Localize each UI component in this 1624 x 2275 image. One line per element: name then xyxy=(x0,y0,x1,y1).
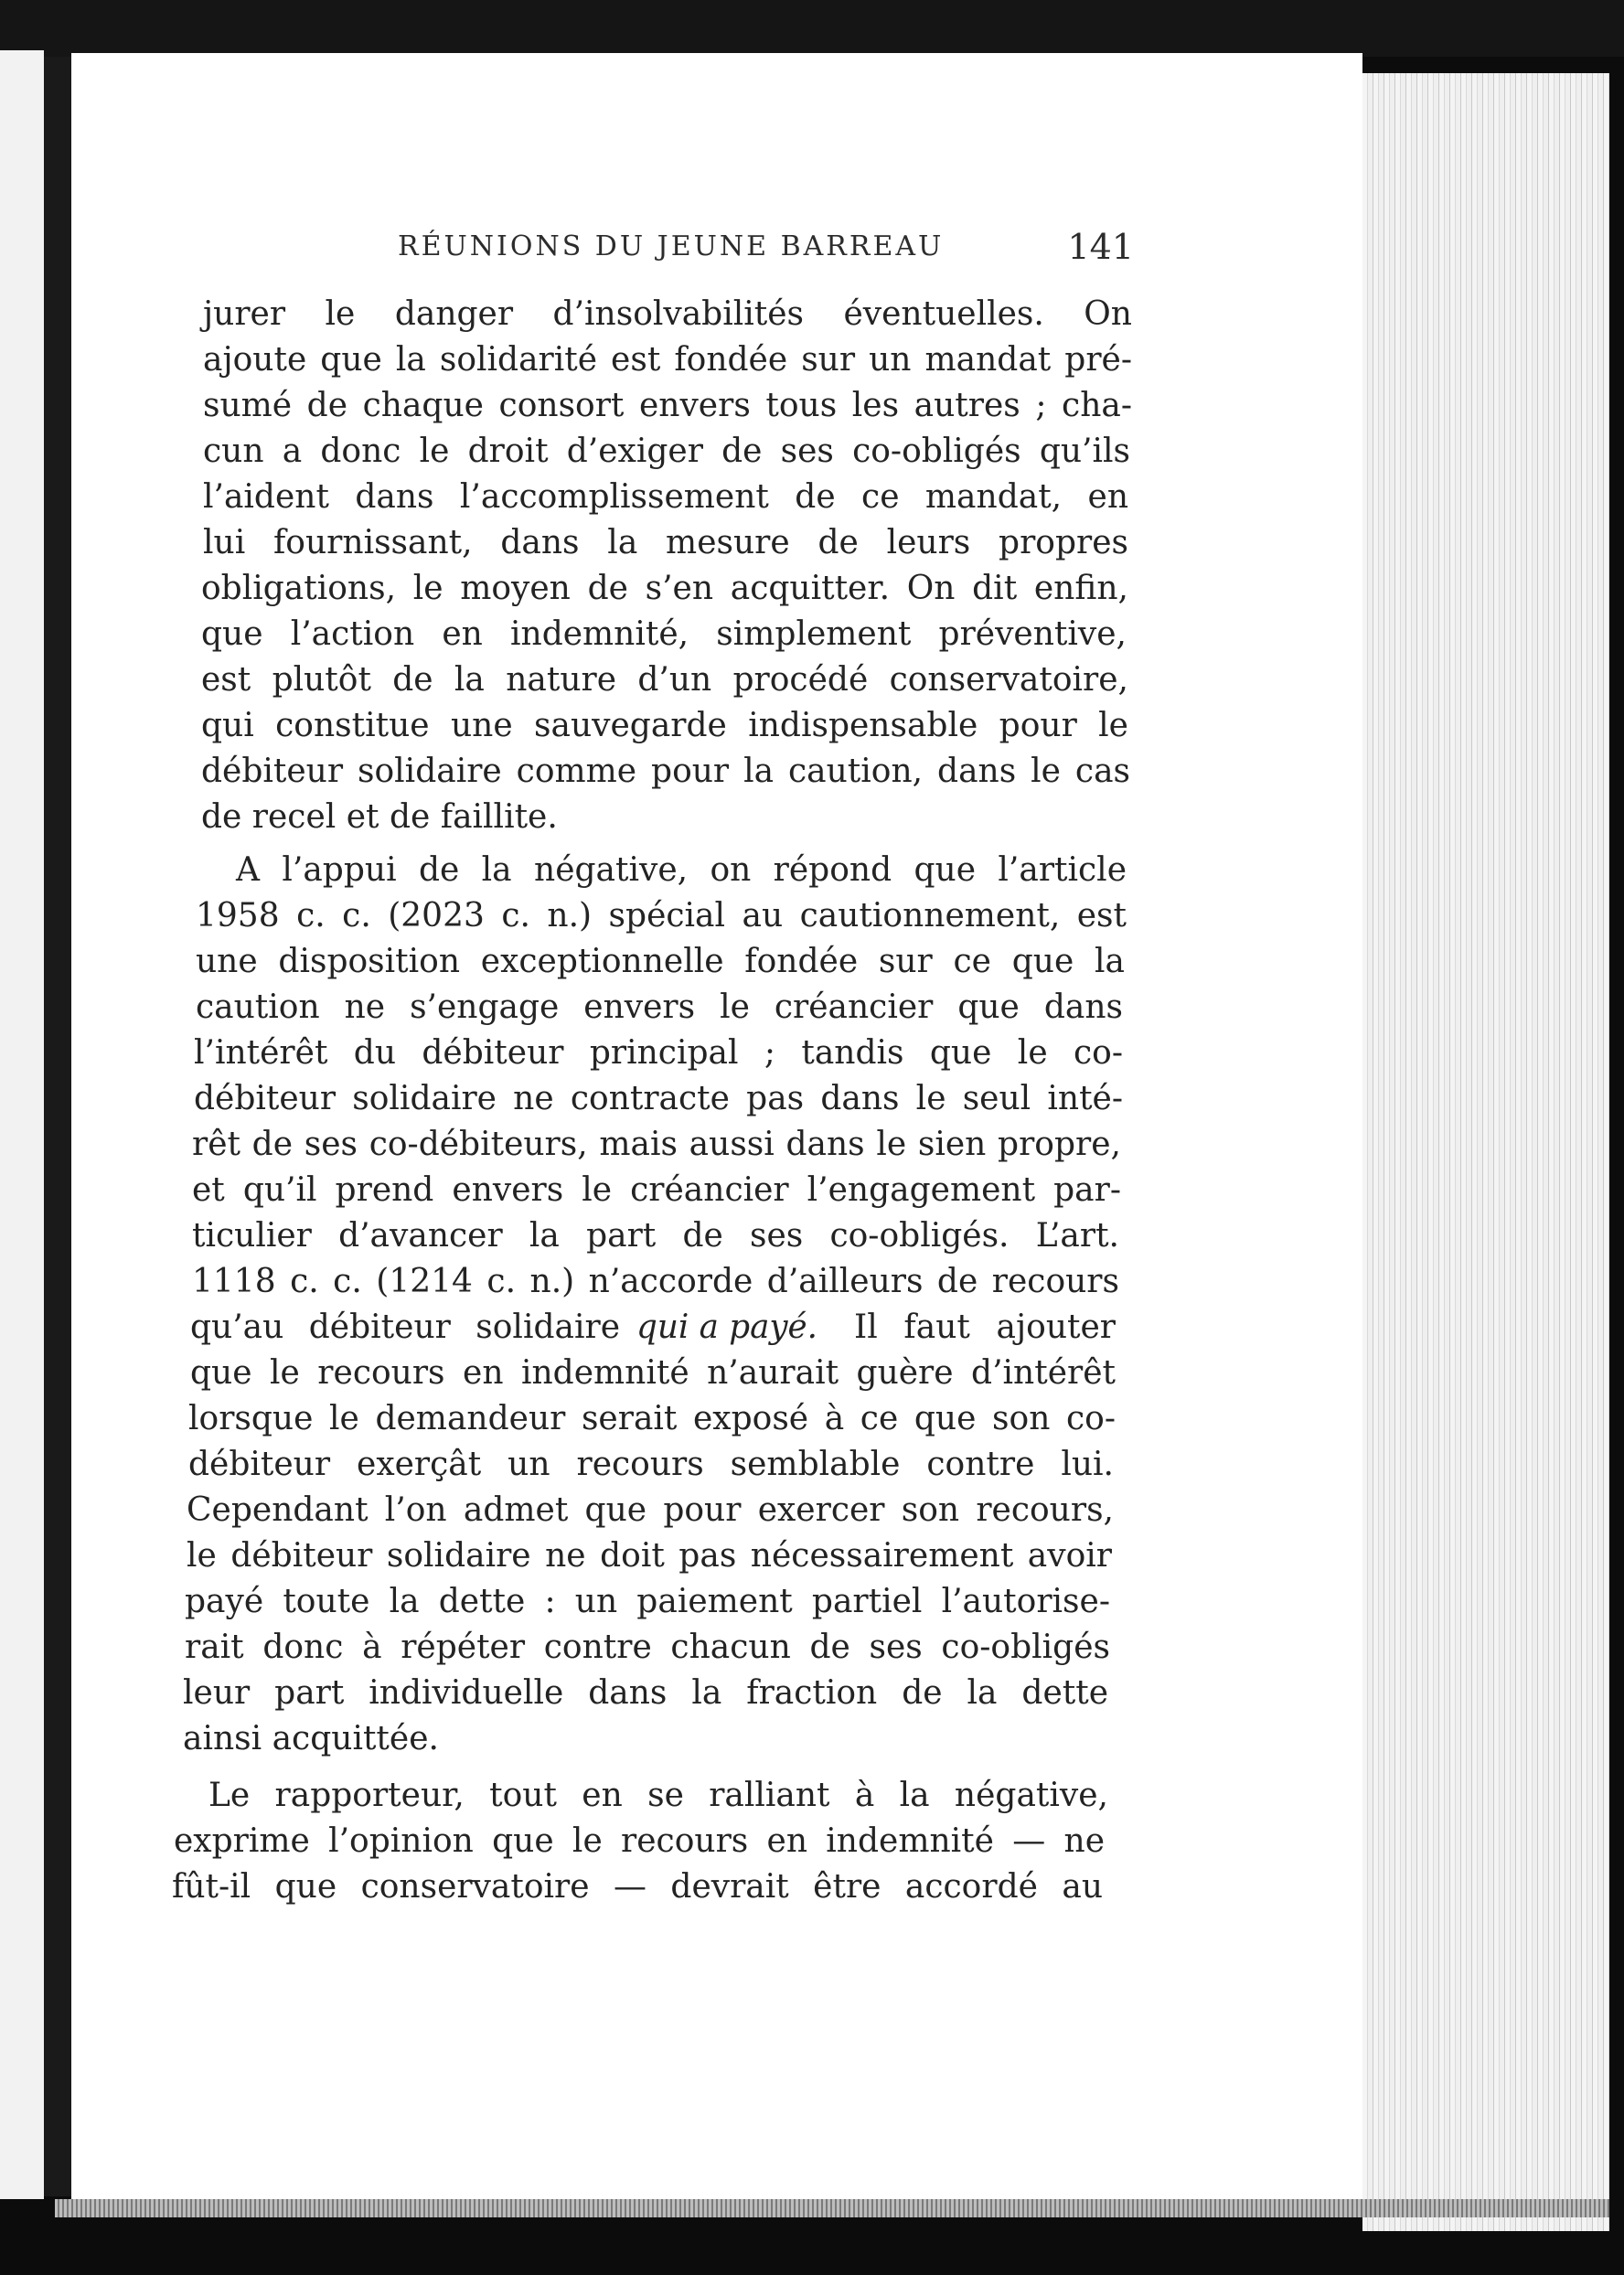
text-line: ajoute que la solidarité est fondée sur un mandat pré- xyxy=(203,341,1132,379)
text-line: rêt de ses co-débiteurs, mais aussi dans le sien propre, xyxy=(192,1126,1121,1163)
text-line: fût-il que conservatoire — devrait être accordé au xyxy=(172,1868,1103,1906)
text-line: que le recours en indemnité n’aurait guère d’intérêt xyxy=(190,1354,1116,1392)
text-line: débiteur exerçât un recours semblable contre lui. xyxy=(188,1446,1114,1483)
text-line: cun a donc le droit d’exiger de ses co-obligés qu’ils xyxy=(203,433,1130,470)
facing-page-edge xyxy=(0,50,44,2199)
text-line: jurer le danger d’insolvabilités éventuelles. On xyxy=(203,295,1132,333)
text-line: Le rapporteur, tout en se ralliant à la négative, xyxy=(208,1777,1108,1814)
text-line: l’aident dans l’accomplissement de ce mandat, en xyxy=(203,478,1128,516)
text-line: sumé de chaque consort envers tous les autres ; cha- xyxy=(203,387,1132,424)
text-line: Cependant l’on admet que pour exercer son recours, xyxy=(187,1491,1114,1529)
text-line: caution ne s’engage envers le créancier que dans xyxy=(196,988,1123,1026)
text-line: qu’au débiteur solidaire xyxy=(190,1308,620,1346)
text-line: exprime l’opinion que le recours en indemnité — ne xyxy=(174,1822,1105,1860)
text-line: obligations, le moyen de s’en acquitter. On dit enfin, xyxy=(201,570,1128,607)
text-line: payé toute la dette : un paiement partiel l’autorise- xyxy=(185,1583,1110,1620)
text-line: lorsque le demandeur serait exposé à ce que son co- xyxy=(188,1400,1116,1437)
text-line: de recel et de faillite. xyxy=(201,798,558,836)
text-line: débiteur solidaire comme pour la caution, dans le cas xyxy=(201,753,1130,790)
text-line: et qu’il prend envers le créancier l’engagement par- xyxy=(192,1171,1121,1209)
text-line: l’intérêt du débiteur principal ; tandis que le co- xyxy=(194,1034,1123,1072)
italic-phrase: qui a payé. xyxy=(636,1308,817,1346)
text-line: leur part individuelle dans la fraction de la dette xyxy=(183,1674,1108,1712)
text-line: qui constitue une sauvegarde indispensable pour le xyxy=(201,707,1128,744)
text-line: le débiteur solidaire ne doit pas nécessairement avoir xyxy=(187,1537,1112,1575)
text-line: une disposition exceptionnelle fondée sur ce que la xyxy=(196,943,1125,980)
book-gutter xyxy=(44,57,71,2196)
text-line: A l’appui de la négative, on répond que l’article xyxy=(236,851,1127,889)
running-head-title: RÉUNIONS DU JEUNE BARREAU xyxy=(398,230,945,262)
page-bottom-edge xyxy=(55,2199,1609,2217)
text-line: Il faut ajouter xyxy=(854,1308,1116,1346)
text-line: que l’action en indemnité, simplement préventive, xyxy=(201,615,1127,653)
running-head xyxy=(398,227,1138,267)
page-number: 141 xyxy=(1067,227,1134,267)
text-line: ticulier d’avancer la part de ses co-obligés. L’art. xyxy=(192,1217,1119,1255)
scanner-background xyxy=(0,0,1624,57)
text-line: lui fournissant, dans la mesure de leurs propres xyxy=(203,524,1128,561)
text-line: débiteur solidaire ne contracte pas dans le seul inté- xyxy=(194,1080,1123,1117)
text-line: rait donc à répéter contre chacun de ses co-obligés xyxy=(185,1629,1110,1666)
text-line: 1118 c. c. (1214 c. n.) n’accorde d’ailleurs de recours xyxy=(192,1263,1119,1300)
page-stack-edge xyxy=(1362,73,1609,2231)
text-line: ainsi acquittée. xyxy=(183,1720,439,1757)
text-line: 1958 c. c. (2023 c. n.) spécial au cautionnement, est xyxy=(196,897,1127,935)
text-line: est plutôt de la nature d’un procédé conservatoire, xyxy=(201,661,1128,699)
